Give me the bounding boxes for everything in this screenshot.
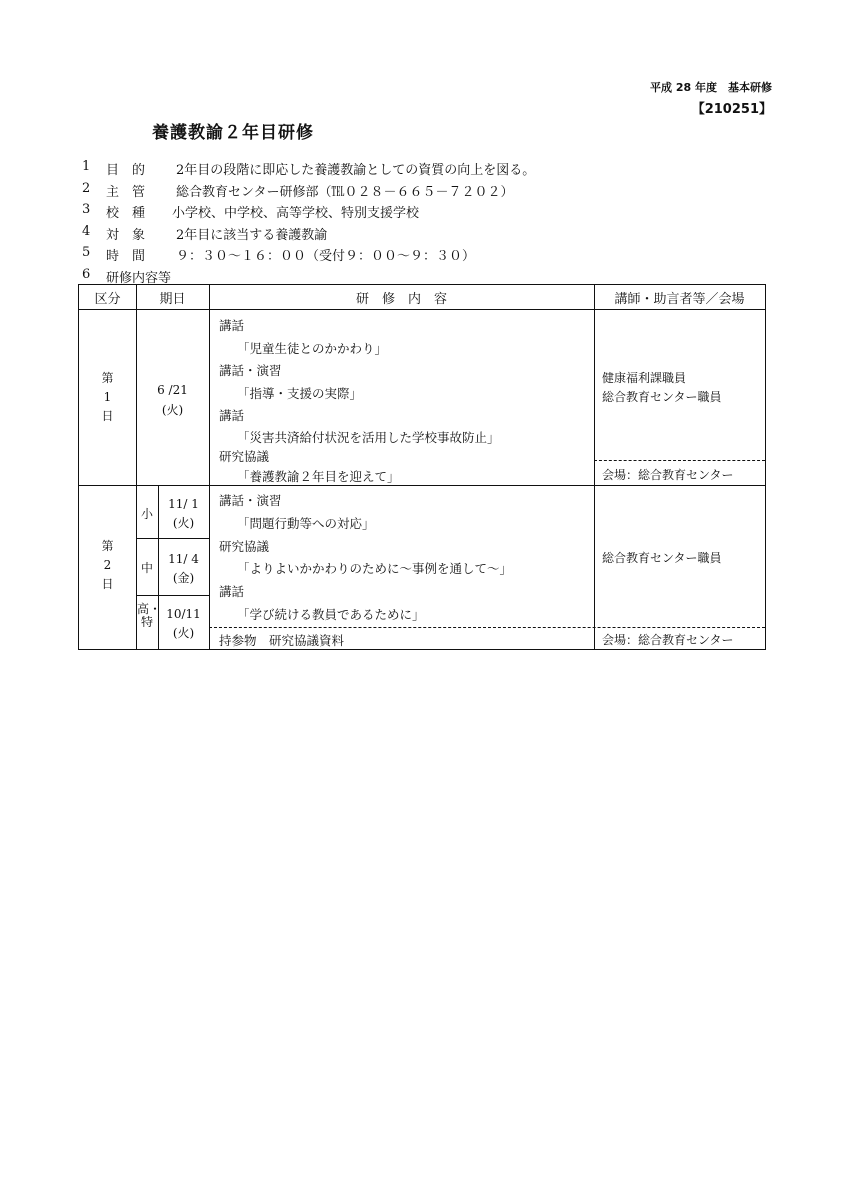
fiscal-year-label: 平成 28 年度 基本研修	[650, 81, 772, 94]
overview-list	[82, 159, 535, 289]
day2-date-high-special: 10/11 (火)	[166, 607, 201, 640]
day2-date-elementary: 11/ 1 (火)	[168, 497, 199, 530]
list-item: 3 校 種 小学校、中学校、高等学校、特別支援学校	[82, 202, 420, 222]
day1-venue: 会場：総合教育センター	[602, 468, 734, 482]
course-code: 【210251】	[691, 102, 772, 117]
page-title: 養護教諭２年目研修	[152, 123, 314, 143]
day2-venue: 会場：総合教育センター	[602, 633, 734, 647]
materials-note: 持参物 研究協議資料	[219, 633, 345, 648]
list-item: 2 主 管 総合教育センター研修部（℡０２８－６６５－７２０２）	[82, 180, 514, 200]
header-date: 期日	[159, 292, 186, 307]
list-item: 5 時 間 ９：３０～１６：００（受付９：００～９：３０）	[82, 245, 476, 265]
schedule-table: 区分 期日 研 修 内 容 講師・助言者等／会場 第 1 日 6 /21 (火) 講話 「児童生徒とのかかわり」 講話・演習 「指導・支援の実際」 講話 「災害共済給付状況を活用した学校事故防止」 研究協議 「養護教諭２年目を迎えて」 健康福利課職員 総合教育センター職員 会場：総合教育センター 第 2 日 小 11/ 1 (火) 中 11/ 4 (金) 高・特 10/11 (火) 講話・演習 「問題行動等への対応」 研究協議 「よりよいかかわりのために～事例を通して～」 講話 「学び続ける教員であるために」 持参物 研究協議資料 総合教育センター職員 会場：総合教育センター	[78, 284, 766, 650]
day1-date: 6 /21 (火)	[157, 383, 188, 417]
header-kubun: 区分	[94, 292, 121, 307]
day2-kubun: 第 2 日	[101, 539, 114, 591]
list-item: 4 対 象 2年目に該当する養護教諭	[82, 223, 328, 243]
day2-lecturers: 総合教育センター職員	[602, 551, 722, 565]
day1-lecturers: 健康福利課職員 総合教育センター職員	[602, 371, 722, 404]
school-level-high-special: 高・特	[137, 602, 162, 629]
header-content: 研 修 内 容	[355, 292, 447, 307]
list-item: 6 研修内容等	[82, 266, 172, 286]
school-level-junior: 中	[140, 561, 153, 575]
day1-kubun: 第 1 日	[101, 371, 114, 423]
header-lecturer: 講師・助言者等／会場	[614, 292, 745, 307]
day2-date-junior: 11/ 4 (金)	[168, 552, 199, 585]
school-level-elementary: 小	[140, 507, 153, 521]
list-item: 1 目 的 2年目の段階に即応した養護教諭としての資質の向上を図る。	[82, 159, 536, 178]
